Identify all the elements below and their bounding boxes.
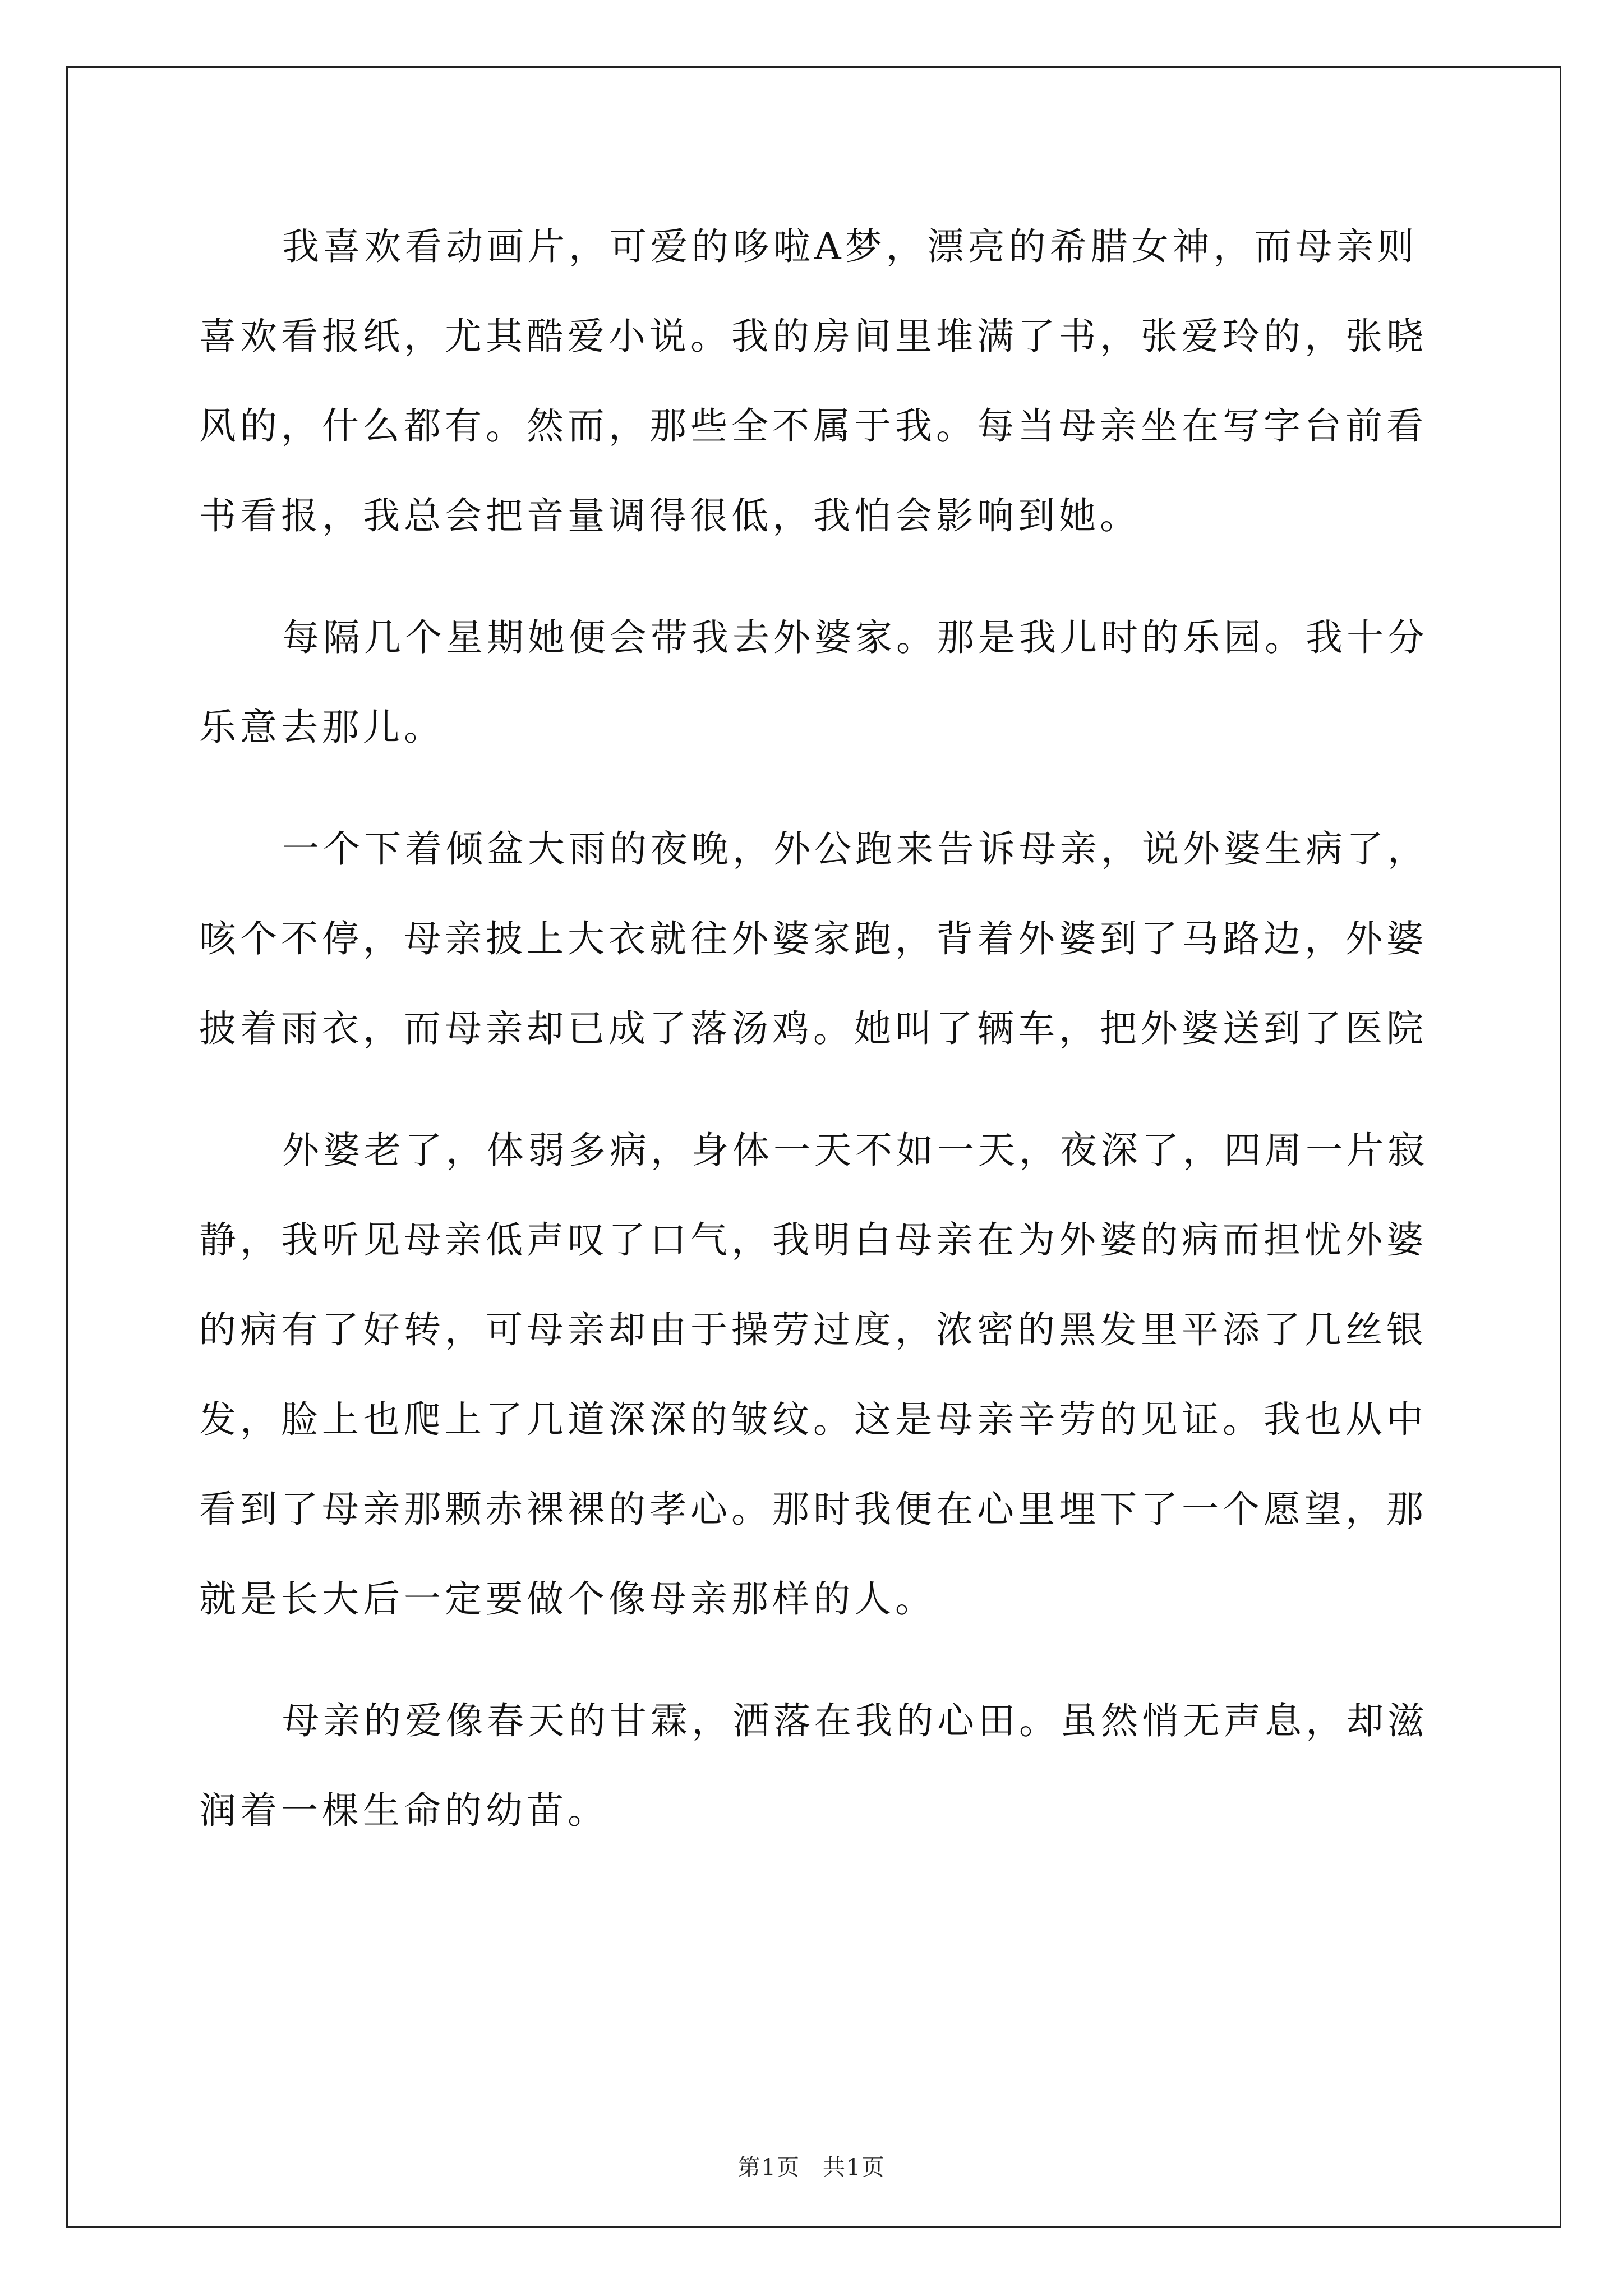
paragraph-line: 乐意去那儿。 — [199, 706, 445, 749]
paragraph-line: 就是长大后一定要做个像母亲那样的人。 — [199, 1577, 936, 1621]
paragraph-line: 润着一棵生命的幼苗。 — [199, 1789, 608, 1832]
paragraph-line: 母亲的爱像春天的甘霖，洒落在我的心田。虽然悄无声息，却滋 — [282, 1699, 1428, 1742]
paragraph — [199, 804, 1427, 1074]
document-body — [199, 202, 1427, 1856]
paragraph-line: 披着雨衣，而母亲却已成了落汤鸡。她叫了辆车，把外婆送到了医院 — [199, 1007, 1427, 1050]
paragraph-line: 我喜欢看动画片，可爱的哆啦A梦，漂亮的希腊女神，而母亲则 — [282, 225, 1418, 268]
paragraph-line: 的病有了好转，可母亲却由于操劳过度，浓密的黑发里平添了几丝银 — [199, 1308, 1427, 1351]
paragraph — [199, 593, 1427, 772]
page-footer — [0, 2150, 1623, 2182]
paragraph-line: 风的，什么都有。然而，那些全不属于我。每当母亲坐在写字台前看 — [199, 404, 1427, 448]
paragraph-line: 书看报，我总会把音量调得很低，我怕会影响到她。 — [199, 494, 1141, 537]
paragraph — [199, 202, 1427, 561]
paragraph-line: 喜欢看报纸，尤其酷爱小说。我的房间里堆满了书，张爱玲的，张晓 — [199, 315, 1427, 358]
paragraph-line: 外婆老了，体弱多病，身体一天不如一天，夜深了，四周一片寂 — [282, 1129, 1428, 1172]
paragraph — [199, 1676, 1427, 1856]
paragraph — [199, 1106, 1427, 1644]
paragraph-line: 发，脸上也爬上了几道深深的皱纹。这是母亲辛劳的见证。我也从中 — [199, 1398, 1427, 1441]
page-number-current: 第1页 — [737, 2155, 800, 2180]
paragraph-line: 咳个不停，母亲披上大衣就往外婆家跑，背着外婆到了马路边，外婆 — [199, 917, 1427, 960]
paragraph-line: 静，我听见母亲低声叹了口气，我明白母亲在为外婆的病而担忧外婆 — [199, 1218, 1427, 1262]
page-number-total: 共1页 — [823, 2155, 886, 2180]
paragraph-line: 每隔几个星期她便会带我去外婆家。那是我儿时的乐园。我十分 — [282, 616, 1428, 659]
paragraph-line: 一个下着倾盆大雨的夜晚，外公跑来告诉母亲，说外婆生病了， — [282, 827, 1428, 871]
paragraph-line: 看到了母亲那颗赤裸裸的孝心。那时我便在心里埋下了一个愿望，那 — [199, 1488, 1427, 1531]
